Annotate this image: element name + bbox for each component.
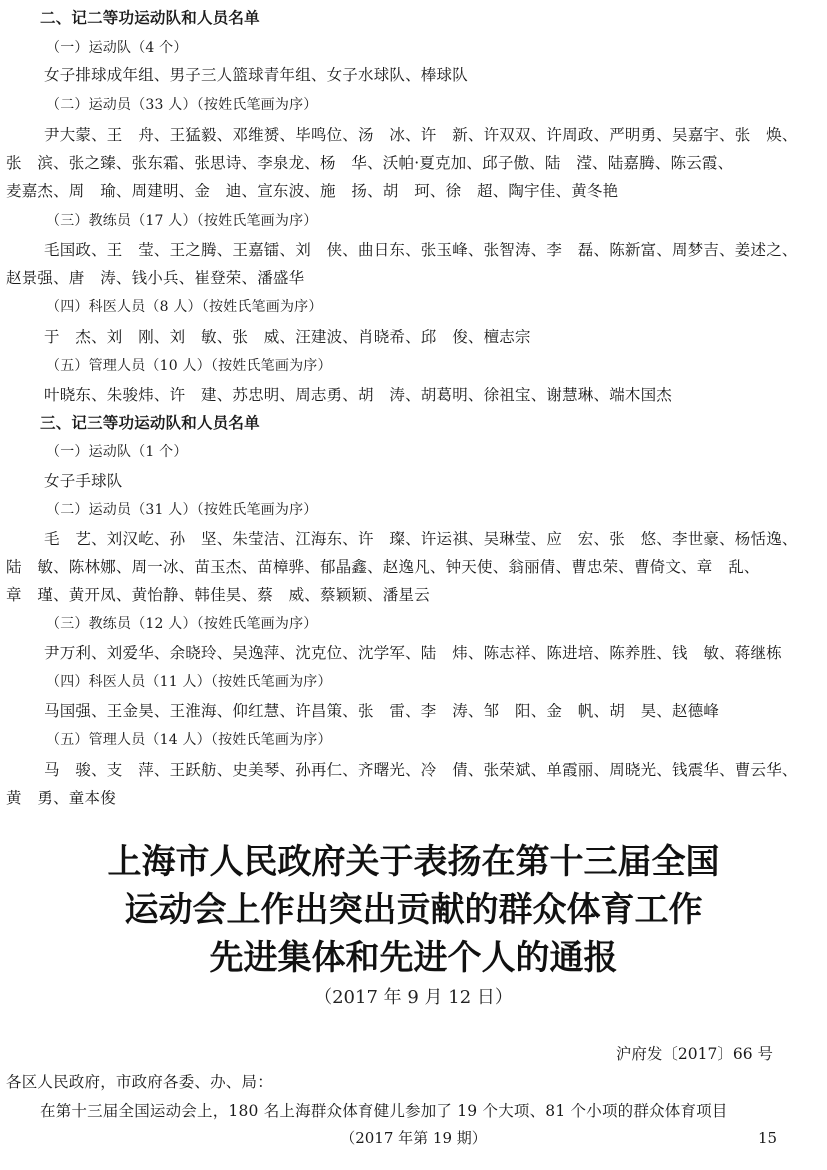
subheading-medical-staff: （四）科医人员（8 人）（按姓氏笔画为序） xyxy=(46,299,323,315)
page-number: 15 xyxy=(758,1129,778,1147)
management-list: 马 骏、支 萍、王跃舫、史美琴、孙再仁、齐曙光、冷 倩、张荣斌、单霞丽、周晓光、钱震华、曹云华、 xyxy=(44,761,798,779)
subheading-management: （五）管理人员（10 人）（按姓氏笔画为序） xyxy=(46,358,332,374)
medical-staff-list: 于 杰、刘 刚、刘 敏、张 威、汪建波、肖晓希、邱 俊、檀志宗 xyxy=(44,328,531,346)
issue-label: （2017 年第 19 期） xyxy=(340,1129,487,1147)
medical-staff-list: 马国强、王金昊、王淮海、仰红慧、许昌策、张 雷、李 涛、邹 阳、金 帆、胡 昊、赵德峰 xyxy=(44,702,720,720)
athlete-list: 尹大蒙、王 舟、王猛毅、邓维赟、毕鸣位、汤 冰、许 新、许双双、许周政、严明勇、吴嘉宇、张 焕、 xyxy=(44,126,798,144)
section-heading-third-class: 三、记三等功运动队和人员名单 xyxy=(40,413,260,432)
subheading-management: （五）管理人员（14 人）（按姓氏笔画为序） xyxy=(46,732,332,748)
athlete-list: 章 瑾、黄开凤、黄怡静、韩佳昊、蔡 威、蔡颖颖、潘星云 xyxy=(6,586,430,604)
athlete-list: 毛 艺、刘汉屹、孙 坚、朱莹洁、江海东、许 璨、许运祺、吴琳莹、应 宏、张 悠、李世豪、杨恬逸、 xyxy=(44,530,798,548)
team-list: 女子排球成年组、男子三人篮球青年组、女子水球队、棒球队 xyxy=(44,66,468,84)
athlete-list: 陆 敏、陈林娜、周一冰、苗玉杰、苗樟骅、郁晶鑫、赵逸凡、钟天使、翁丽倩、曹忠荣、曹倚文、章 乱、 xyxy=(6,558,760,576)
athlete-list: 张 滨、张之臻、张东霜、张思诗、李泉龙、杨 华、沃帕·夏克加、邱子傲、陆 滢、陆嘉腾、陈云霞、 xyxy=(6,154,734,172)
coach-list: 尹万利、刘爱华、余晓玲、吴逸萍、沈克位、沈学军、陆 炜、陈志祥、陈进培、陈养胜、钱 敏、蒋继栋 xyxy=(44,644,782,662)
body-paragraph: 在第十三届全国运动会上，180 名上海群众体育健儿参加了 19 个大项、81 个小项的群众体育项目 xyxy=(40,1102,728,1120)
notice-date: （2017 年 9 月 12 日） xyxy=(314,987,513,1008)
subheading-athletes: （二）运动员（31 人）（按姓氏笔画为序） xyxy=(46,502,318,518)
document-number: 沪府发〔2017〕66 号 xyxy=(615,1045,773,1063)
coach-list: 赵景强、唐 涛、钱小兵、崔登荣、潘盛华 xyxy=(6,269,305,287)
notice-title-line-3: 先进集体和先进个人的通报 xyxy=(209,938,618,978)
coach-list: 毛国政、王 莹、王之腾、王嘉镭、刘 侠、曲日东、张玉峰、张智涛、李 磊、陈新富、周梦吉、姜述之、 xyxy=(44,241,798,259)
subheading-athletes: （二）运动员（33 人）（按姓氏笔画为序） xyxy=(46,97,318,113)
notice-title-line-1: 上海市人民政府关于表扬在第十三届全国 xyxy=(107,842,720,882)
subheading-medical-staff: （四）科医人员（11 人）（按姓氏笔画为序） xyxy=(46,674,332,690)
notice-title-line-2: 运动会上作出突出贡献的群众体育工作 xyxy=(124,890,703,930)
management-list: 黄 勇、童本俊 xyxy=(6,789,116,807)
subheading-coaches: （三）教练员（12 人）（按姓氏笔画为序） xyxy=(46,616,318,632)
subheading-coaches: （三）教练员（17 人）（按姓氏笔画为序） xyxy=(46,213,318,229)
management-list: 叶晓东、朱骏炜、许 建、苏忠明、周志勇、胡 涛、胡葛明、徐祖宝、谢慧琳、端木国杰 xyxy=(44,386,673,404)
athlete-list: 麦嘉杰、周 瑜、周建明、金 迪、宣东波、施 扬、胡 珂、徐 超、陶宇佳、黄冬艳 xyxy=(6,182,619,200)
section-heading-second-class: 二、记二等功运动队和人员名单 xyxy=(40,8,260,27)
subheading-teams: （一）运动队（4 个） xyxy=(46,40,188,56)
subheading-teams: （一）运动队（1 个） xyxy=(46,444,188,460)
team-list: 女子手球队 xyxy=(44,472,123,490)
addressee: 各区人民政府，市政府各委、办、局： xyxy=(6,1073,273,1091)
